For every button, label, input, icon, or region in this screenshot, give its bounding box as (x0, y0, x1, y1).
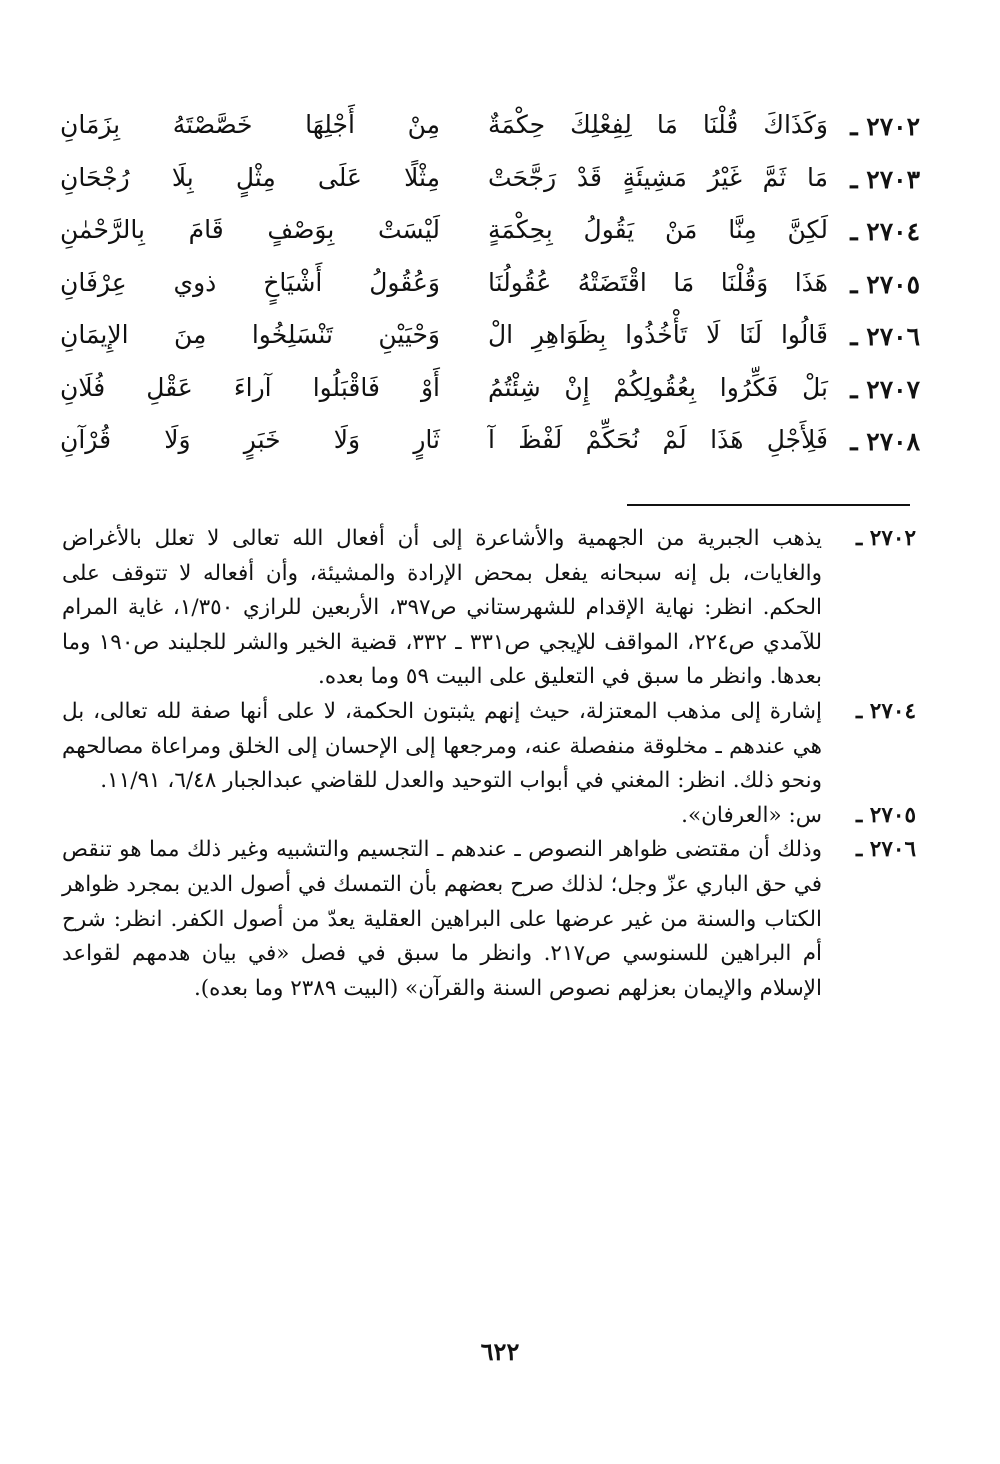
verse-first-hemistich: وَكَذَاكَ قُلْنَا مَا لِفِعْلِكَ حِكْمَةٌ (488, 110, 828, 139)
verse-line (60, 367, 920, 420)
footnote (62, 695, 916, 799)
verse-number: ٢٧٠٤ ـ (850, 217, 920, 246)
verse-line (60, 209, 920, 262)
footnote-number: ٢٧٠٢ ـ (856, 526, 916, 551)
footnote-number: ٢٧٠٦ ـ (856, 837, 916, 863)
verse-number: ٢٧٠٢ ـ (850, 112, 920, 141)
verse-second-hemistich: لَيْسَتْ بِوَصْفٍ قَامَ بِالرَّحْمٰنِ (60, 215, 440, 244)
verse-second-hemistich: مِنْ أَجْلِهَا خَصَّصْتَهُ بِزَمَانِ (60, 110, 440, 139)
footnote (62, 522, 916, 695)
footnote-text: س: «العرفان». (681, 802, 822, 828)
verse-first-hemistich: مَا ثَمَّ غَيْرُ مَشِيئَةٍ قَدْ رَجَّحَتْ (488, 162, 828, 192)
verse-number: ٢٧٠٦ ـ (850, 322, 920, 351)
verse-number: ٢٧٠٥ ـ (850, 269, 920, 299)
verse-line (60, 262, 920, 315)
footnote-number: ٢٧٠٤ ـ (856, 698, 916, 724)
verse-first-hemistich: بَلْ فَكِّرُوا بِعُقُولِكُمْ إِنْ شِئْتُمُ (488, 372, 828, 402)
verse-second-hemistich: وَحْيَيْنِ تَنْسَلِخُوا مِنَ الإِيمَانِ (60, 320, 440, 349)
verse-second-hemistich: مِثْلًا عَلَى مِثْلٍ بِلَا رُجْحَانِ (60, 162, 440, 192)
footnote-text: إشارة إلى مذهب المعتزلة، حيث إنهم يثبتون الحكمة، لا على أنها صفة لله تعالى، بل هي عندهم ـ مخلوقة منفصلة عنه، ومرجعها إلى الإحسان إلى الخلق ومراعاة مصالحهم ونحو ذلك. انظر: المغني في أبواب التوحيد والعدل للقاضي عبدالجبار ٦/٤٨، ١١/٩١. (62, 698, 822, 794)
verse-line (60, 314, 920, 367)
footnote (62, 833, 916, 1006)
footnote-text: وذلك أن مقتضى ظواهر النصوص ـ عندهم ـ التجسيم والتشبيه وغير ذلك مما هو تنقص في حق الباري عزّ وجل؛ لذلك صرح بعضهم بأن التمسك في أصول الدين بمجرد ظواهر الكتاب والسنة من غير عرضها على البراهين العقلية يعدّ من أصول الكفر. انظر: شرح أم البراهين للسنوسي ص٢١٧. وانظر ما سبق في فصل «في بيان هدمهم لقواعد الإسلام والإيمان بعزلهم نصوص السنة والقرآن» (البيت ٢٣٨٩ وما بعده). (62, 837, 823, 1001)
page-number: ٦٢٢ (480, 1337, 520, 1366)
verse-first-hemistich: هَذَا وَقُلْنَا مَا اقْتَضَتْهُ عُقُولُنَا (488, 267, 828, 297)
footnote-number: ٢٧٠٥ ـ (856, 802, 916, 828)
poem-block (60, 104, 920, 472)
verse-number: ٢٧٠٧ ـ (850, 374, 920, 404)
footnote-divider (627, 504, 910, 506)
verse-line (60, 419, 920, 472)
verse-second-hemistich: وَعُقُولُ أَشْيَاخٍ ذوي عِرْفَانِ (60, 267, 440, 297)
verse-second-hemistich: أَوْ فَاقْبَلُوا آراءَ عَقْلِ فُلَانِ (60, 372, 440, 402)
footnotes (62, 522, 916, 1006)
verse-second-hemistich: ثَارٍ وَلَا خَبَرٍ وَلَا قُرْآنِ (60, 425, 440, 454)
verse-first-hemistich: فَلِأَجْلِ هَذَا لَمْ نُحَكِّمْ لَفْظَ آ (488, 425, 828, 454)
verse-first-hemistich: قَالُوا لَنَا لَا تَأْخُذُوا بِظَوَاهِرِ الْ (488, 320, 828, 349)
verse-first-hemistich: لَكِنَّ مِنَّا مَنْ يَقُولُ بِحِكْمَةٍ (488, 215, 828, 244)
footnote (62, 799, 916, 834)
verse-line (60, 157, 920, 210)
verse-number: ٢٧٠٣ ـ (850, 164, 920, 194)
footnote-text: يذهب الجبرية من الجهمية والأشاعرة إلى أن أفعال الله تعالى لا تعلل بالأغراض والغايات، بل إنه سبحانه يفعل بمحض الإرادة والمشيئة، وأن أفعاله لا تتوقف على الحكم. انظر: نهاية الإقدام للشهرستاني ص٣٩٧، الأربعين للرازي ١/٣٥٠، غاية المرام للآمدي ص٢٢٤، المواقف للإيجي ص٣٣١ ـ ٣٣٢، قضية الخير والشر للجليند ص١٩٠ وما بعدها. وانظر ما سبق في التعليق على البيت ٥٩ وما بعده. (62, 526, 823, 690)
verse-line (60, 104, 920, 157)
verse-number: ٢٧٠٨ ـ (850, 427, 920, 456)
